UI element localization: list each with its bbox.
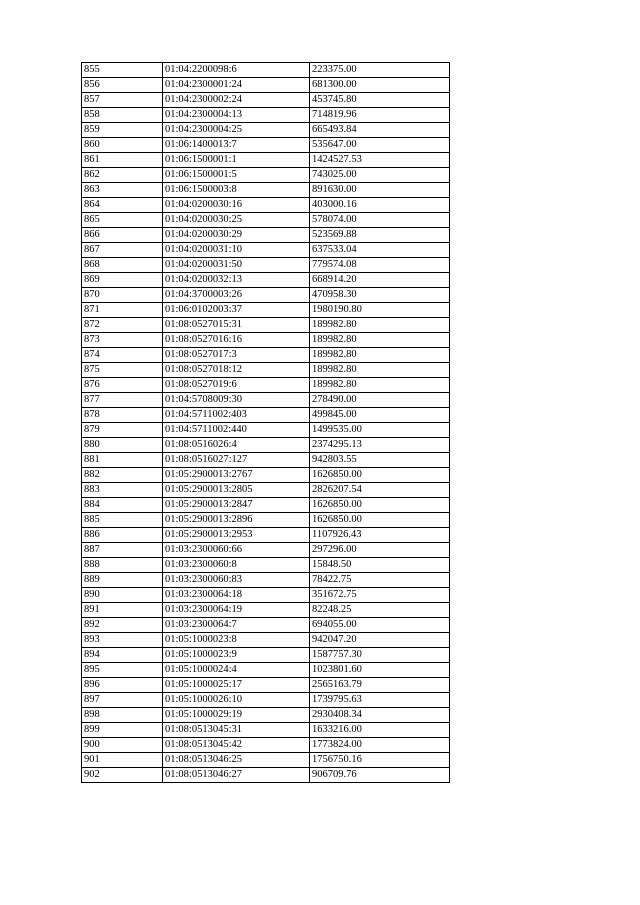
cadastral-number-cell: 01:05:1000025:17 — [163, 678, 310, 693]
table-row — [82, 228, 450, 243]
table-row — [82, 273, 450, 288]
row-number-cell: 891 — [82, 603, 163, 618]
cadastral-number-cell: 01:04:0200030:16 — [163, 198, 310, 213]
table-row — [82, 558, 450, 573]
value-cell: 189982.80 — [310, 348, 450, 363]
table-row — [82, 498, 450, 513]
value-cell: 743025.00 — [310, 168, 450, 183]
table-row — [82, 693, 450, 708]
cadastral-number-cell: 01:04:2300004:13 — [163, 108, 310, 123]
cadastral-number-cell: 01:08:0527017:3 — [163, 348, 310, 363]
row-number-cell: 898 — [82, 708, 163, 723]
row-number-cell: 874 — [82, 348, 163, 363]
cadastral-number-cell: 01:03:2300060:8 — [163, 558, 310, 573]
table-row — [82, 63, 450, 78]
cadastral-number-cell: 01:08:0527015:31 — [163, 318, 310, 333]
row-number-cell: 894 — [82, 648, 163, 663]
value-cell: 1773824.00 — [310, 738, 450, 753]
cadastral-number-cell: 01:04:0200031:10 — [163, 243, 310, 258]
row-number-cell: 875 — [82, 363, 163, 378]
row-number-cell: 856 — [82, 78, 163, 93]
table-row — [82, 108, 450, 123]
value-cell: 2930408.34 — [310, 708, 450, 723]
value-cell: 78422.75 — [310, 573, 450, 588]
row-number-cell: 880 — [82, 438, 163, 453]
table-row — [82, 573, 450, 588]
cadastral-number-cell: 01:03:2300064:19 — [163, 603, 310, 618]
table-row — [82, 513, 450, 528]
table-row — [82, 213, 450, 228]
row-number-cell: 864 — [82, 198, 163, 213]
value-cell: 403000.16 — [310, 198, 450, 213]
value-cell: 223375.00 — [310, 63, 450, 78]
cadastral-number-cell: 01:03:2300060:66 — [163, 543, 310, 558]
table-row — [82, 618, 450, 633]
cadastral-number-cell: 01:08:0527019:6 — [163, 378, 310, 393]
cadastral-number-cell: 01:05:1000029:19 — [163, 708, 310, 723]
value-cell: 1424527.53 — [310, 153, 450, 168]
cadastral-number-cell: 01:08:0513045:42 — [163, 738, 310, 753]
cadastral-number-cell: 01:04:0200030:25 — [163, 213, 310, 228]
value-cell: 351672.75 — [310, 588, 450, 603]
row-number-cell: 901 — [82, 753, 163, 768]
row-number-cell: 867 — [82, 243, 163, 258]
value-cell: 694055.00 — [310, 618, 450, 633]
value-cell: 1980190.80 — [310, 303, 450, 318]
row-number-cell: 885 — [82, 513, 163, 528]
row-number-cell: 890 — [82, 588, 163, 603]
cadastral-number-cell: 01:04:0200031:50 — [163, 258, 310, 273]
row-number-cell: 884 — [82, 498, 163, 513]
table-row — [82, 738, 450, 753]
value-cell: 2374295.13 — [310, 438, 450, 453]
value-cell: 668914.20 — [310, 273, 450, 288]
cadastral-number-cell: 01:06:1500001:1 — [163, 153, 310, 168]
value-cell: 1756750.16 — [310, 753, 450, 768]
value-cell: 189982.80 — [310, 333, 450, 348]
value-cell: 189982.80 — [310, 363, 450, 378]
row-number-cell: 873 — [82, 333, 163, 348]
value-cell: 942047.20 — [310, 633, 450, 648]
row-number-cell: 860 — [82, 138, 163, 153]
table-row — [82, 243, 450, 258]
value-cell: 189982.80 — [310, 378, 450, 393]
row-number-cell: 893 — [82, 633, 163, 648]
value-cell: 714819.96 — [310, 108, 450, 123]
cadastral-number-cell: 01:03:2300064:18 — [163, 588, 310, 603]
table-row — [82, 123, 450, 138]
row-number-cell: 862 — [82, 168, 163, 183]
row-number-cell: 876 — [82, 378, 163, 393]
row-number-cell: 892 — [82, 618, 163, 633]
row-number-cell: 863 — [82, 183, 163, 198]
value-cell: 278490.00 — [310, 393, 450, 408]
table-row — [82, 408, 450, 423]
table-row — [82, 153, 450, 168]
table-row — [82, 603, 450, 618]
table-row — [82, 348, 450, 363]
cadastral-number-cell: 01:06:1400013:7 — [163, 138, 310, 153]
value-cell: 1499535.00 — [310, 423, 450, 438]
row-number-cell: 866 — [82, 228, 163, 243]
cadastral-number-cell: 01:08:0527016:16 — [163, 333, 310, 348]
value-cell: 779574.08 — [310, 258, 450, 273]
cadastral-number-cell: 01:08:0527018:12 — [163, 363, 310, 378]
table-row — [82, 333, 450, 348]
value-cell: 1107926.43 — [310, 528, 450, 543]
table-row — [82, 768, 450, 783]
table-row — [82, 678, 450, 693]
table-row — [82, 78, 450, 93]
table-row — [82, 138, 450, 153]
row-number-cell: 902 — [82, 768, 163, 783]
cadastral-number-cell: 01:05:2900013:2896 — [163, 513, 310, 528]
row-number-cell: 870 — [82, 288, 163, 303]
table-row — [82, 453, 450, 468]
table-row — [82, 198, 450, 213]
table-body — [82, 63, 450, 783]
row-number-cell: 897 — [82, 693, 163, 708]
value-cell: 1587757.30 — [310, 648, 450, 663]
value-cell: 1626850.00 — [310, 513, 450, 528]
row-number-cell: 865 — [82, 213, 163, 228]
row-number-cell: 869 — [82, 273, 163, 288]
value-cell: 578074.00 — [310, 213, 450, 228]
table-row — [82, 468, 450, 483]
row-number-cell: 882 — [82, 468, 163, 483]
cadastral-number-cell: 01:06:1500001:5 — [163, 168, 310, 183]
cadastral-number-cell: 01:05:1000023:9 — [163, 648, 310, 663]
cadastral-number-cell: 01:04:0200030:29 — [163, 228, 310, 243]
value-cell: 942803.55 — [310, 453, 450, 468]
cadastral-number-cell: 01:05:1000026:10 — [163, 693, 310, 708]
value-cell: 470958.30 — [310, 288, 450, 303]
row-number-cell: 871 — [82, 303, 163, 318]
table-row — [82, 423, 450, 438]
cadastral-number-cell: 01:04:3700003:26 — [163, 288, 310, 303]
cadastral-number-cell: 01:05:1000024:4 — [163, 663, 310, 678]
row-number-cell: 872 — [82, 318, 163, 333]
cadastral-number-cell: 01:03:2300064:7 — [163, 618, 310, 633]
table-row — [82, 168, 450, 183]
table-row — [82, 633, 450, 648]
value-cell: 1633216.00 — [310, 723, 450, 738]
table-row — [82, 393, 450, 408]
cadastral-number-cell: 01:05:2900013:2805 — [163, 483, 310, 498]
value-cell: 499845.00 — [310, 408, 450, 423]
table-row — [82, 378, 450, 393]
row-number-cell: 861 — [82, 153, 163, 168]
table-row — [82, 723, 450, 738]
table-row — [82, 288, 450, 303]
table-row — [82, 753, 450, 768]
row-number-cell: 857 — [82, 93, 163, 108]
row-number-cell: 858 — [82, 108, 163, 123]
row-number-cell: 895 — [82, 663, 163, 678]
row-number-cell: 900 — [82, 738, 163, 753]
cadastral-number-cell: 01:04:5711002:440 — [163, 423, 310, 438]
cadastral-number-cell: 01:06:1500003:8 — [163, 183, 310, 198]
row-number-cell: 886 — [82, 528, 163, 543]
value-cell: 535647.00 — [310, 138, 450, 153]
row-number-cell: 896 — [82, 678, 163, 693]
table-row — [82, 588, 450, 603]
value-cell: 2826207.54 — [310, 483, 450, 498]
table-row — [82, 483, 450, 498]
table-row — [82, 708, 450, 723]
value-cell: 891630.00 — [310, 183, 450, 198]
row-number-cell: 888 — [82, 558, 163, 573]
cadastral-number-cell: 01:08:0516027:127 — [163, 453, 310, 468]
value-cell: 1626850.00 — [310, 498, 450, 513]
cadastral-value-table — [81, 62, 450, 783]
value-cell: 82248.25 — [310, 603, 450, 618]
value-cell: 906709.76 — [310, 768, 450, 783]
table-row — [82, 183, 450, 198]
row-number-cell: 877 — [82, 393, 163, 408]
value-cell: 681300.00 — [310, 78, 450, 93]
value-cell: 297296.00 — [310, 543, 450, 558]
row-number-cell: 855 — [82, 63, 163, 78]
row-number-cell: 899 — [82, 723, 163, 738]
value-cell: 523569.88 — [310, 228, 450, 243]
cadastral-number-cell: 01:05:2900013:2953 — [163, 528, 310, 543]
value-cell: 665493.84 — [310, 123, 450, 138]
cadastral-number-cell: 01:04:5708009:30 — [163, 393, 310, 408]
value-cell: 453745.80 — [310, 93, 450, 108]
value-cell: 1739795.63 — [310, 693, 450, 708]
cadastral-number-cell: 01:05:1000023:8 — [163, 633, 310, 648]
table-row — [82, 528, 450, 543]
table-row — [82, 648, 450, 663]
row-number-cell: 878 — [82, 408, 163, 423]
table-row — [82, 318, 450, 333]
table-row — [82, 438, 450, 453]
cadastral-number-cell: 01:08:0516026:4 — [163, 438, 310, 453]
table-row — [82, 258, 450, 273]
cadastral-number-cell: 01:04:5711002:403 — [163, 408, 310, 423]
cadastral-number-cell: 01:05:2900013:2767 — [163, 468, 310, 483]
cadastral-number-cell: 01:04:2200098:6 — [163, 63, 310, 78]
row-number-cell: 883 — [82, 483, 163, 498]
value-cell: 637533.04 — [310, 243, 450, 258]
value-cell: 2565163.79 — [310, 678, 450, 693]
cadastral-number-cell: 01:08:0513046:27 — [163, 768, 310, 783]
value-cell: 1023801.60 — [310, 663, 450, 678]
cadastral-number-cell: 01:04:0200032:13 — [163, 273, 310, 288]
cadastral-number-cell: 01:08:0513045:31 — [163, 723, 310, 738]
cadastral-number-cell: 01:03:2300060:83 — [163, 573, 310, 588]
table-row — [82, 543, 450, 558]
cadastral-number-cell: 01:05:2900013:2847 — [163, 498, 310, 513]
row-number-cell: 889 — [82, 573, 163, 588]
row-number-cell: 879 — [82, 423, 163, 438]
cadastral-number-cell: 01:04:2300002:24 — [163, 93, 310, 108]
cadastral-number-cell: 01:06:0102003:37 — [163, 303, 310, 318]
value-cell: 15848.50 — [310, 558, 450, 573]
row-number-cell: 881 — [82, 453, 163, 468]
row-number-cell: 887 — [82, 543, 163, 558]
cadastral-number-cell: 01:04:2300004:25 — [163, 123, 310, 138]
row-number-cell: 859 — [82, 123, 163, 138]
table-row — [82, 303, 450, 318]
table-row — [82, 663, 450, 678]
row-number-cell: 868 — [82, 258, 163, 273]
value-cell: 1626850.00 — [310, 468, 450, 483]
table-row — [82, 363, 450, 378]
value-cell: 189982.80 — [310, 318, 450, 333]
cadastral-number-cell: 01:08:0513046:25 — [163, 753, 310, 768]
cadastral-number-cell: 01:04:2300001:24 — [163, 78, 310, 93]
table-row — [82, 93, 450, 108]
